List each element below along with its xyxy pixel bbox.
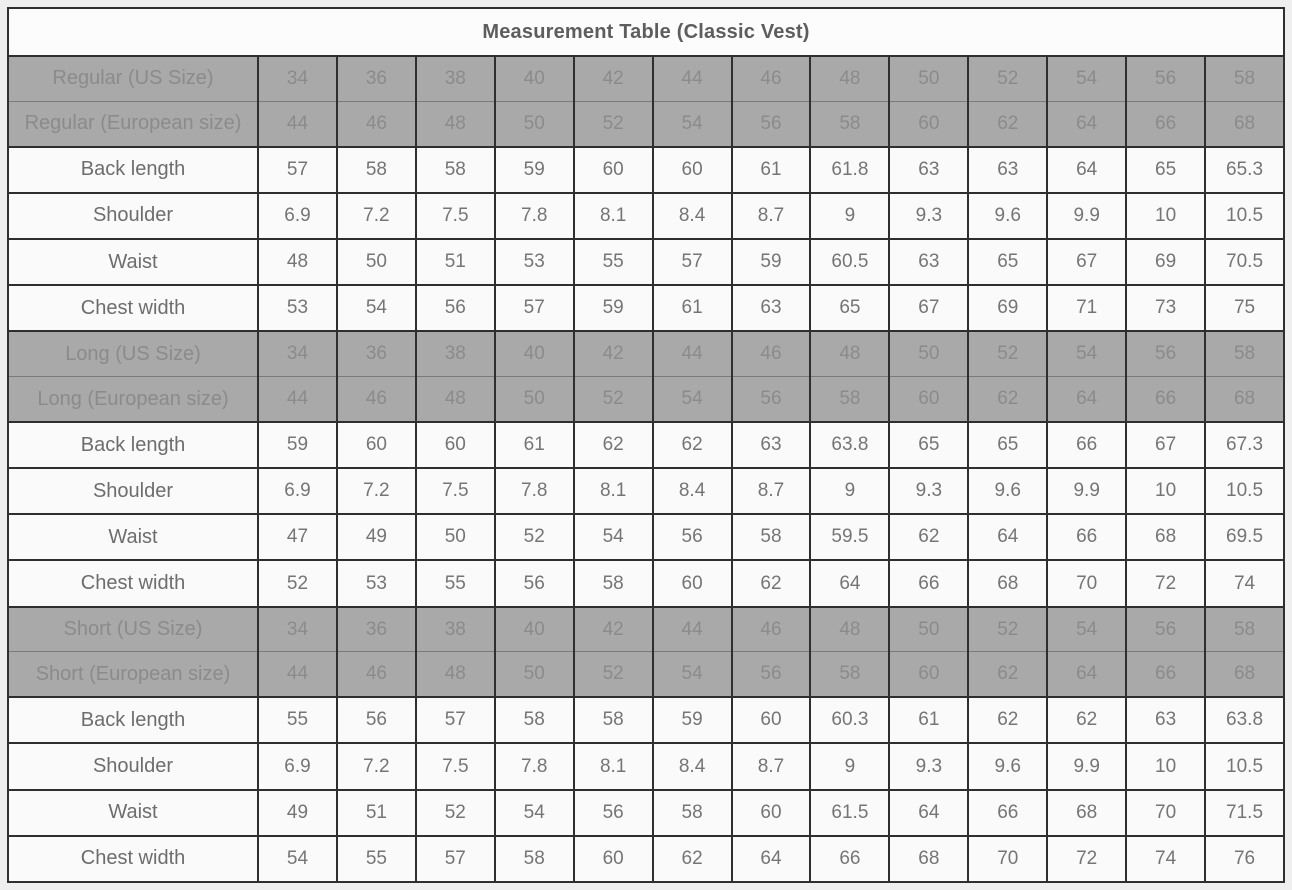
value-cell: 67: [889, 285, 968, 331]
value-cell: 60: [574, 836, 653, 882]
value-cell: 56: [574, 790, 653, 836]
value-cell: 46: [337, 652, 416, 697]
value-cell: 66: [889, 560, 968, 606]
value-cell: 52: [258, 560, 337, 606]
value-cell: 71: [1047, 285, 1126, 331]
measurement-row: [8, 790, 1284, 836]
value-cell: 42: [574, 331, 653, 376]
value-cell: 64: [810, 560, 889, 606]
value-cell: 9: [810, 193, 889, 239]
value-cell: 44: [653, 607, 732, 652]
value-cell: 54: [653, 101, 732, 146]
value-cell: 65: [968, 422, 1047, 468]
measurement-row: [8, 285, 1284, 331]
value-cell: 40: [495, 56, 574, 101]
row-label-cell: Waist: [8, 239, 258, 285]
value-cell: 36: [337, 607, 416, 652]
value-cell: 60: [574, 147, 653, 193]
value-cell: 65: [889, 422, 968, 468]
size-header-row: [8, 377, 1284, 422]
value-cell: 7.5: [416, 743, 495, 789]
row-label-cell: Short (European size): [8, 652, 258, 697]
value-cell: 62: [574, 422, 653, 468]
value-cell: 66: [1047, 514, 1126, 560]
value-cell: 56: [337, 697, 416, 743]
value-cell: 44: [258, 377, 337, 422]
value-cell: 9.6: [968, 193, 1047, 239]
value-cell: 49: [337, 514, 416, 560]
value-cell: 6.9: [258, 468, 337, 514]
value-cell: 44: [653, 331, 732, 376]
row-label-cell: Chest width: [8, 285, 258, 331]
value-cell: 50: [416, 514, 495, 560]
row-label-cell: Back length: [8, 697, 258, 743]
value-cell: 72: [1047, 836, 1126, 882]
row-label-cell: Shoulder: [8, 743, 258, 789]
value-cell: 66: [1126, 377, 1205, 422]
value-cell: 55: [258, 697, 337, 743]
value-cell: 66: [1126, 101, 1205, 146]
value-cell: 7.8: [495, 193, 574, 239]
value-cell: 58: [416, 147, 495, 193]
value-cell: 58: [810, 377, 889, 422]
value-cell: 42: [574, 607, 653, 652]
value-cell: 64: [1047, 147, 1126, 193]
value-cell: 7.8: [495, 468, 574, 514]
value-cell: 70: [1047, 560, 1126, 606]
value-cell: 68: [1205, 101, 1284, 146]
value-cell: 56: [732, 377, 811, 422]
value-cell: 59: [653, 697, 732, 743]
value-cell: 58: [495, 836, 574, 882]
value-cell: 52: [574, 377, 653, 422]
value-cell: 59: [495, 147, 574, 193]
value-cell: 7.2: [337, 468, 416, 514]
value-cell: 47: [258, 514, 337, 560]
value-cell: 63: [1126, 697, 1205, 743]
value-cell: 64: [1047, 652, 1126, 697]
value-cell: 66: [968, 790, 1047, 836]
value-cell: 62: [968, 652, 1047, 697]
value-cell: 66: [810, 836, 889, 882]
value-cell: 68: [889, 836, 968, 882]
row-label-cell: Waist: [8, 514, 258, 560]
value-cell: 50: [889, 331, 968, 376]
measurement-row: [8, 468, 1284, 514]
value-cell: 7.5: [416, 193, 495, 239]
value-cell: 53: [337, 560, 416, 606]
value-cell: 74: [1126, 836, 1205, 882]
value-cell: 7.8: [495, 743, 574, 789]
value-cell: 52: [968, 607, 1047, 652]
value-cell: 61: [889, 697, 968, 743]
value-cell: 55: [416, 560, 495, 606]
row-label-cell: Regular (European size): [8, 101, 258, 146]
row-label-cell: Short (US Size): [8, 607, 258, 652]
size-header-row: [8, 652, 1284, 697]
value-cell: 9.3: [889, 468, 968, 514]
value-cell: 58: [1205, 56, 1284, 101]
measurement-row: [8, 743, 1284, 789]
value-cell: 9.3: [889, 743, 968, 789]
value-cell: 66: [1047, 422, 1126, 468]
value-cell: 59.5: [810, 514, 889, 560]
value-cell: 58: [653, 790, 732, 836]
value-cell: 56: [1126, 331, 1205, 376]
measurement-row: [8, 836, 1284, 882]
value-cell: 63: [889, 239, 968, 285]
value-cell: 60.5: [810, 239, 889, 285]
value-cell: 56: [732, 652, 811, 697]
value-cell: 42: [574, 56, 653, 101]
value-cell: 54: [1047, 331, 1126, 376]
value-cell: 67.3: [1205, 422, 1284, 468]
value-cell: 65.3: [1205, 147, 1284, 193]
row-label-cell: Shoulder: [8, 468, 258, 514]
value-cell: 65: [1126, 147, 1205, 193]
value-cell: 38: [416, 607, 495, 652]
value-cell: 61: [653, 285, 732, 331]
value-cell: 62: [968, 101, 1047, 146]
value-cell: 68: [1047, 790, 1126, 836]
value-cell: 60: [653, 560, 732, 606]
value-cell: 9.6: [968, 743, 1047, 789]
value-cell: 51: [416, 239, 495, 285]
table-title-row: [8, 8, 1284, 56]
value-cell: 51: [337, 790, 416, 836]
value-cell: 59: [574, 285, 653, 331]
value-cell: 48: [810, 607, 889, 652]
row-label-cell: Chest width: [8, 836, 258, 882]
value-cell: 34: [258, 331, 337, 376]
value-cell: 52: [574, 652, 653, 697]
table-body: [8, 56, 1284, 882]
row-label-cell: Regular (US Size): [8, 56, 258, 101]
value-cell: 60: [732, 790, 811, 836]
value-cell: 69.5: [1205, 514, 1284, 560]
value-cell: 38: [416, 331, 495, 376]
value-cell: 60: [732, 697, 811, 743]
value-cell: 50: [495, 377, 574, 422]
value-cell: 57: [258, 147, 337, 193]
value-cell: 7.2: [337, 193, 416, 239]
value-cell: 46: [732, 56, 811, 101]
value-cell: 71.5: [1205, 790, 1284, 836]
value-cell: 8.7: [732, 468, 811, 514]
value-cell: 58: [810, 101, 889, 146]
value-cell: 8.1: [574, 743, 653, 789]
row-label-cell: Long (US Size): [8, 331, 258, 376]
value-cell: 62: [1047, 697, 1126, 743]
value-cell: 50: [495, 652, 574, 697]
value-cell: 70: [968, 836, 1047, 882]
value-cell: 56: [1126, 56, 1205, 101]
measurement-row: [8, 697, 1284, 743]
value-cell: 64: [732, 836, 811, 882]
value-cell: 9: [810, 468, 889, 514]
value-cell: 10.5: [1205, 743, 1284, 789]
value-cell: 69: [1126, 239, 1205, 285]
value-cell: 9: [810, 743, 889, 789]
value-cell: 49: [258, 790, 337, 836]
value-cell: 64: [1047, 101, 1126, 146]
row-label-cell: Back length: [8, 422, 258, 468]
value-cell: 58: [337, 147, 416, 193]
value-cell: 36: [337, 331, 416, 376]
value-cell: 54: [574, 514, 653, 560]
value-cell: 62: [968, 377, 1047, 422]
value-cell: 70.5: [1205, 239, 1284, 285]
value-cell: 62: [653, 836, 732, 882]
size-header-row: [8, 607, 1284, 652]
value-cell: 68: [1126, 514, 1205, 560]
value-cell: 48: [810, 331, 889, 376]
value-cell: 54: [1047, 607, 1126, 652]
value-cell: 10.5: [1205, 468, 1284, 514]
value-cell: 60.3: [810, 697, 889, 743]
row-label-cell: Long (European size): [8, 377, 258, 422]
value-cell: 36: [337, 56, 416, 101]
value-cell: 58: [1205, 331, 1284, 376]
value-cell: 9.3: [889, 193, 968, 239]
value-cell: 63.8: [810, 422, 889, 468]
value-cell: 69: [968, 285, 1047, 331]
value-cell: 68: [968, 560, 1047, 606]
value-cell: 9.9: [1047, 743, 1126, 789]
value-cell: 70: [1126, 790, 1205, 836]
value-cell: 40: [495, 607, 574, 652]
value-cell: 56: [1126, 607, 1205, 652]
value-cell: 6.9: [258, 193, 337, 239]
value-cell: 61.8: [810, 147, 889, 193]
value-cell: 52: [574, 101, 653, 146]
value-cell: 62: [732, 560, 811, 606]
value-cell: 10: [1126, 193, 1205, 239]
value-cell: 54: [653, 652, 732, 697]
value-cell: 62: [889, 514, 968, 560]
value-cell: 50: [337, 239, 416, 285]
value-cell: 54: [653, 377, 732, 422]
value-cell: 64: [968, 514, 1047, 560]
value-cell: 61.5: [810, 790, 889, 836]
value-cell: 57: [416, 697, 495, 743]
value-cell: 8.4: [653, 743, 732, 789]
value-cell: 50: [889, 607, 968, 652]
value-cell: 56: [732, 101, 811, 146]
measurement-row: [8, 193, 1284, 239]
value-cell: 63: [968, 147, 1047, 193]
value-cell: 54: [495, 790, 574, 836]
value-cell: 67: [1047, 239, 1126, 285]
measurement-row: [8, 147, 1284, 193]
value-cell: 54: [258, 836, 337, 882]
value-cell: 48: [416, 101, 495, 146]
value-cell: 58: [732, 514, 811, 560]
value-cell: 57: [653, 239, 732, 285]
value-cell: 53: [495, 239, 574, 285]
measurement-row: [8, 422, 1284, 468]
value-cell: 6.9: [258, 743, 337, 789]
value-cell: 52: [416, 790, 495, 836]
value-cell: 58: [574, 560, 653, 606]
value-cell: 60: [889, 377, 968, 422]
value-cell: 8.1: [574, 193, 653, 239]
value-cell: 53: [258, 285, 337, 331]
value-cell: 56: [653, 514, 732, 560]
value-cell: 52: [968, 331, 1047, 376]
value-cell: 64: [1047, 377, 1126, 422]
value-cell: 72: [1126, 560, 1205, 606]
value-cell: 34: [258, 607, 337, 652]
value-cell: 64: [889, 790, 968, 836]
value-cell: 62: [968, 697, 1047, 743]
value-cell: 55: [574, 239, 653, 285]
value-cell: 44: [653, 56, 732, 101]
value-cell: 9.9: [1047, 193, 1126, 239]
value-cell: 58: [810, 652, 889, 697]
value-cell: 66: [1126, 652, 1205, 697]
value-cell: 50: [889, 56, 968, 101]
table-title: Measurement Table (Classic Vest): [8, 8, 1284, 56]
value-cell: 7.2: [337, 743, 416, 789]
value-cell: 63: [889, 147, 968, 193]
value-cell: 40: [495, 331, 574, 376]
value-cell: 75: [1205, 285, 1284, 331]
value-cell: 8.7: [732, 743, 811, 789]
value-cell: 62: [653, 422, 732, 468]
value-cell: 50: [495, 101, 574, 146]
value-cell: 10.5: [1205, 193, 1284, 239]
value-cell: 7.5: [416, 468, 495, 514]
value-cell: 58: [574, 697, 653, 743]
value-cell: 63: [732, 422, 811, 468]
value-cell: 74: [1205, 560, 1284, 606]
size-header-row: [8, 101, 1284, 146]
value-cell: 58: [495, 697, 574, 743]
value-cell: 76: [1205, 836, 1284, 882]
value-cell: 60: [889, 101, 968, 146]
measurement-row: [8, 560, 1284, 606]
value-cell: 46: [732, 607, 811, 652]
value-cell: 65: [810, 285, 889, 331]
row-label-cell: Waist: [8, 790, 258, 836]
measurement-row: [8, 239, 1284, 285]
measurement-table: [7, 7, 1285, 883]
value-cell: 52: [495, 514, 574, 560]
value-cell: 52: [968, 56, 1047, 101]
value-cell: 46: [337, 377, 416, 422]
value-cell: 63: [732, 285, 811, 331]
value-cell: 60: [416, 422, 495, 468]
value-cell: 59: [732, 239, 811, 285]
value-cell: 48: [416, 377, 495, 422]
value-cell: 56: [495, 560, 574, 606]
value-cell: 9.9: [1047, 468, 1126, 514]
value-cell: 68: [1205, 652, 1284, 697]
row-label-cell: Shoulder: [8, 193, 258, 239]
value-cell: 59: [258, 422, 337, 468]
value-cell: 73: [1126, 285, 1205, 331]
size-header-row: [8, 331, 1284, 376]
value-cell: 54: [337, 285, 416, 331]
value-cell: 10: [1126, 468, 1205, 514]
value-cell: 44: [258, 101, 337, 146]
value-cell: 10: [1126, 743, 1205, 789]
value-cell: 55: [337, 836, 416, 882]
measurement-row: [8, 514, 1284, 560]
row-label-cell: Chest width: [8, 560, 258, 606]
value-cell: 57: [416, 836, 495, 882]
value-cell: 8.4: [653, 193, 732, 239]
value-cell: 57: [495, 285, 574, 331]
value-cell: 68: [1205, 377, 1284, 422]
value-cell: 58: [1205, 607, 1284, 652]
value-cell: 9.6: [968, 468, 1047, 514]
value-cell: 38: [416, 56, 495, 101]
value-cell: 54: [1047, 56, 1126, 101]
value-cell: 44: [258, 652, 337, 697]
size-header-row: [8, 56, 1284, 101]
value-cell: 56: [416, 285, 495, 331]
value-cell: 60: [889, 652, 968, 697]
value-cell: 8.4: [653, 468, 732, 514]
value-cell: 48: [810, 56, 889, 101]
value-cell: 67: [1126, 422, 1205, 468]
value-cell: 8.7: [732, 193, 811, 239]
value-cell: 46: [732, 331, 811, 376]
value-cell: 34: [258, 56, 337, 101]
value-cell: 60: [653, 147, 732, 193]
value-cell: 46: [337, 101, 416, 146]
value-cell: 8.1: [574, 468, 653, 514]
value-cell: 65: [968, 239, 1047, 285]
value-cell: 61: [495, 422, 574, 468]
value-cell: 48: [258, 239, 337, 285]
value-cell: 48: [416, 652, 495, 697]
row-label-cell: Back length: [8, 147, 258, 193]
value-cell: 60: [337, 422, 416, 468]
value-cell: 61: [732, 147, 811, 193]
value-cell: 63.8: [1205, 697, 1284, 743]
